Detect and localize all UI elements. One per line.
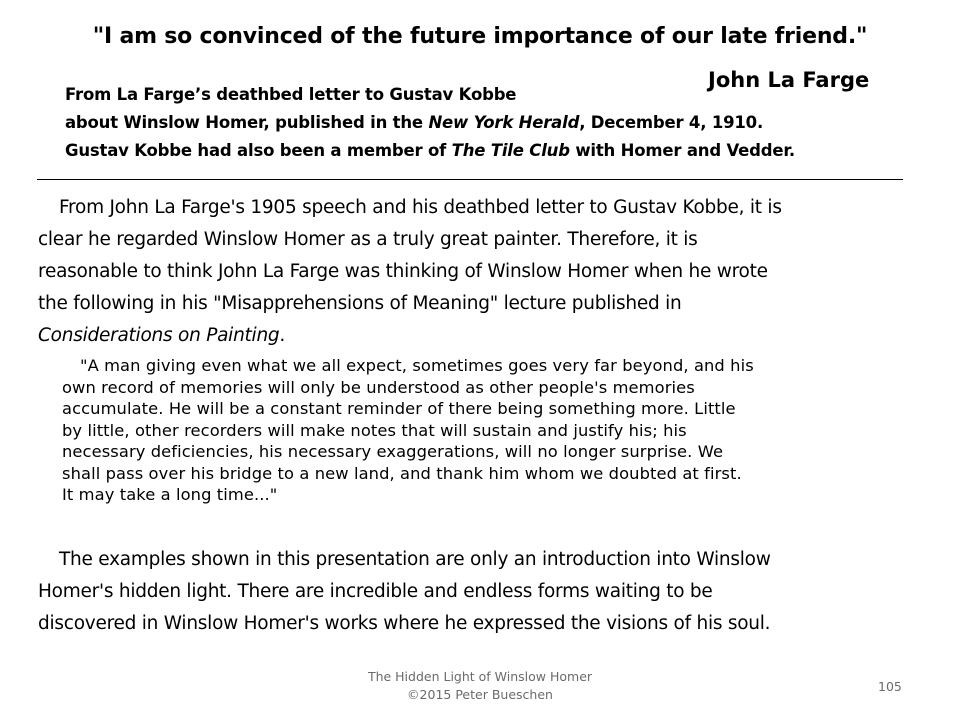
presentation-title: The Hidden Light of Winslow Homer <box>367 669 593 684</box>
intro-line <box>38 320 918 352</box>
divider-rule <box>37 179 903 180</box>
quote-author: John La Farge <box>708 68 870 92</box>
excerpt-line: by little, other recorders will make notes that will sustain and justify his; his <box>62 420 687 440</box>
copyright-notice: ©2015 Peter Bueschen <box>407 687 553 702</box>
source-line-3-end: with Homer and Vedder. <box>569 141 796 160</box>
club-name: The Tile Club <box>451 141 570 160</box>
closing-line: discovered in Winslow Homer's works where he expressed the visions of his soul. <box>38 613 771 634</box>
intro-paragraph <box>38 192 918 352</box>
source-line-3-text: Gustav Kobbe had also been a member of <box>65 141 452 160</box>
closing-line: Homer's hidden light. There are incredible and endless forms waiting to be <box>38 581 713 602</box>
source-line-3 <box>65 137 925 165</box>
excerpt-line: necessary deficiencies, his necessary exaggerations, will no longer surprise. We <box>62 442 724 461</box>
book-title: Considerations on Painting <box>38 325 280 346</box>
slide-footer <box>280 668 680 704</box>
excerpt-line: accumulate. He will be a constant reminder of there being something more. Little <box>62 399 736 418</box>
slide-quote-title: "I am so convinced of the future importance of our late friend." <box>92 24 868 49</box>
newspaper-title: New York Herald <box>428 113 580 132</box>
closing-paragraph <box>38 544 918 640</box>
excerpt-line: "A man giving even what we all expect, sometimes goes very far beyond, and his <box>80 356 754 375</box>
source-line-2-date: , December 4, 1910. <box>579 113 764 132</box>
excerpt-line: own record of memories will only be understood as other people's memories <box>62 377 695 397</box>
closing-line: The examples shown in this presentation are only an introduction into Winslow <box>59 549 771 570</box>
source-line-1: From La Farge’s deathbed letter to Gustav Kobbe <box>65 85 517 104</box>
intro-line: From John La Farge's 1905 speech and his deathbed letter to Gustav Kobbe, it is <box>59 197 782 218</box>
quote-source <box>65 81 925 165</box>
source-line-2 <box>65 109 925 137</box>
excerpt-line: It may take a long time..." <box>62 485 278 504</box>
intro-period: . <box>279 325 286 346</box>
intro-line: reasonable to think John La Farge was thinking of Winslow Homer when he wrote <box>38 261 768 282</box>
intro-line: the following in his "Misapprehensions of Meaning" lecture published in <box>38 293 682 314</box>
excerpt-line: shall pass over his bridge to a new land, and thank him whom we doubted at first. <box>62 463 742 483</box>
page-number: 105 <box>878 679 902 694</box>
intro-line: clear he regarded Winslow Homer as a truly great painter. Therefore, it is <box>38 229 698 250</box>
source-line-2-text: about Winslow Homer, published in the <box>65 113 429 132</box>
lecture-excerpt <box>62 355 922 506</box>
